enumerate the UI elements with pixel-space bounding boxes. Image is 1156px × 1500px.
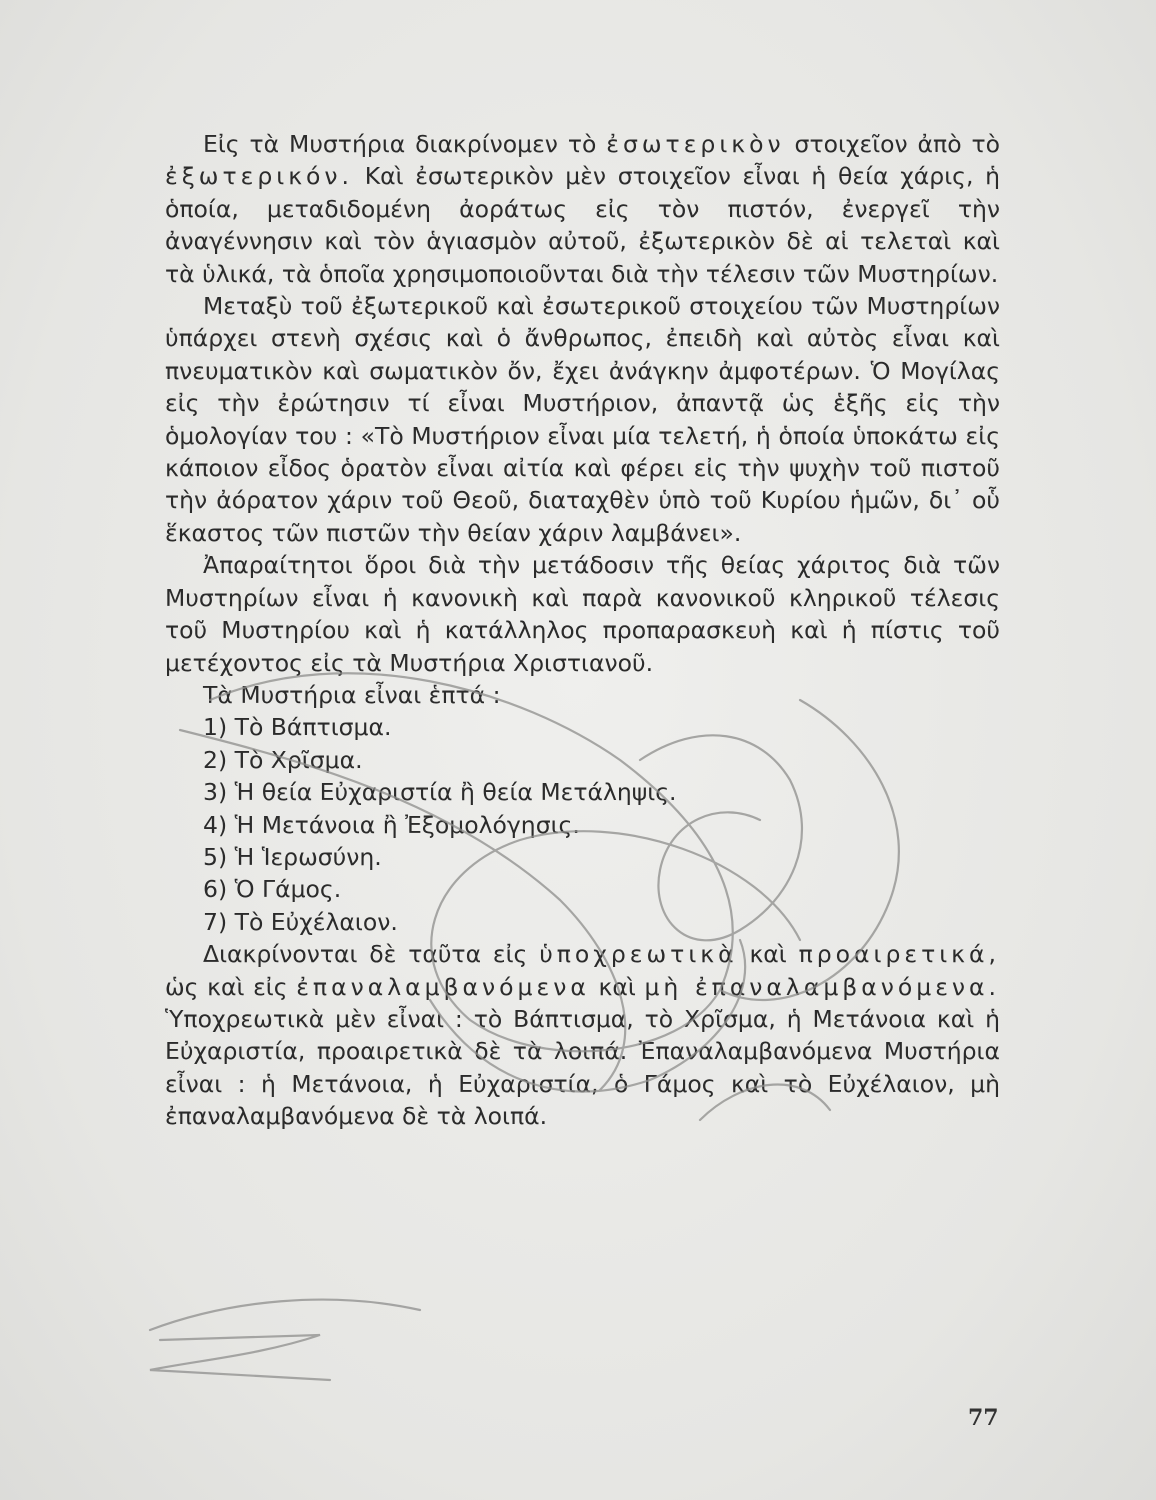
text-run: Καὶ ἐσωτερικὸν μὲν στοιχεῖον εἶναι ἡ θεία χάρις, ἡ ὁποία, μεταδιδομένη ἀοράτως εἰς τὸν πιστόν, ἐνεργεῖ τὴν ἀναγέννησιν καὶ τὸν ἁγιασμὸν αὐτοῦ, ἐξωτερικὸν δὲ αἱ τελεταὶ καὶ τὰ ὑλικά, τὰ ὁποῖα χρησιμοποιοῦνται διὰ τὴν τέλεσιν τῶν Μυστηρίων. <box>165 162 1000 288</box>
spaced-term: ὑποχρεωτικὰ <box>539 940 738 969</box>
list-item: 4) Ἡ Μετάνοια ἢ Ἐξομολόγησις. <box>203 810 580 839</box>
spaced-term: μὴ ἐπαναλαμβανόμενα. <box>644 972 1001 1001</box>
spaced-term: ἐσωτερικὸν <box>606 130 785 158</box>
paragraph-4 <box>165 938 1000 1132</box>
list-item: 6) Ὁ Γάμος. <box>203 875 342 904</box>
list-item: 5) Ἡ Ἱερωσύνη. <box>203 842 382 871</box>
paragraph-2: Μεταξὺ τοῦ ἐξωτερικοῦ καὶ ἐσωτερικοῦ στοιχείου τῶν Μυστηρίων ὑπάρχει στενὴ σχέσις καὶ ὁ ἄνθρωπος, ἐπειδὴ καὶ αὐτὸς εἶναι καὶ πνευματικὸν καὶ σωματικὸν ὄν, ἔχει ἀνάγκην ἀμφοτέρων. Ὁ Μογίλας εἰς τὴν ἐρώτησιν τί εἶναι Μυστήριον, ἀπαντᾷ ὡς ἑξῆς εἰς τὴν ὁμολογίαν του : «Τὸ Μυστήριον εἶναι μία τελετή, ἡ ὁποία ὑποκάτω εἰς κάποιον εἶδος ὁρατὸν εἶναι αἰτία καὶ φέρει εἰς τὴν ψυχὴν τοῦ πιστοῦ τὴν ἀόρατον χάριν τοῦ Θεοῦ, διαταχθὲν ὑπὸ τοῦ Κυρίου ἡμῶν, δι᾿ οὗ ἕκαστος τῶν πιστῶν τὴν θείαν χάριν λαμβάνει». <box>165 292 1000 547</box>
list-item: 3) Ἡ θεία Εὐχαριστία ἢ θεία Μετάληψις. <box>203 778 677 807</box>
paragraph-1 <box>165 128 1000 290</box>
list-item: 1) Τὸ Βάπτισμα. <box>203 713 392 742</box>
body-text <box>165 128 1000 1133</box>
list-item: 7) Τὸ Εὐχέλαιον. <box>203 907 398 936</box>
list-intro: Τὰ Μυστήρια εἶναι ἑπτά : <box>203 680 501 709</box>
sacraments-list <box>165 711 1000 938</box>
spaced-term: προαιρετικά, <box>798 940 1000 969</box>
text-run: Διακρίνονται δὲ ταῦτα εἰς <box>203 940 540 969</box>
list-item: 2) Τὸ Χρῖσμα. <box>203 745 363 774</box>
spaced-term: ἐξωτερικόν. <box>165 162 354 191</box>
paragraph-3: Ἀπαραίτητοι ὅροι διὰ τὴν μετάδοσιν τῆς θείας χάριτος διὰ τῶν Μυστηρίων εἶναι ἡ κανονικὴ καὶ παρὰ κανονικοῦ κληρικοῦ τέλεσις τοῦ Μυστηρίου καὶ ἡ κατάλληλος προπαρασκευὴ καὶ ἡ πίστις τοῦ μετέχοντος εἰς τὰ Μυστήρια Χριστιανοῦ. <box>165 551 1000 677</box>
spaced-term: ἐπαναλαμβανόμενα <box>296 972 590 1001</box>
page-number: 77 <box>968 1405 999 1431</box>
text-run: ὡς καὶ εἰς <box>165 972 297 1001</box>
text-run: καὶ <box>589 972 645 1001</box>
text-run: στοιχεῖον ἀπὸ τὸ <box>784 130 1000 158</box>
text-run: καὶ <box>737 940 799 969</box>
text-run: Ὑποχρεωτικὰ μὲν εἶναι : τὸ Βάπτισμα, τὸ Χρῖσμα, ἡ Μετάνοια καὶ ἡ Εὐχαριστία, προαιρετικὰ δὲ τὰ λοιπά. Ἐπαναλαμβανόμενα Μυστήρια εἶναι : ἡ Μετάνοια, ἡ Εὐχαριστία, ὁ Γάμος καὶ τὸ Εὐχέλαιον, μὴ ἐπαναλαμβανόμενα δὲ τὰ λοιπά. <box>165 1004 1000 1131</box>
text-run: Εἰς τὰ Μυστήρια διακρίνομεν τὸ <box>203 130 607 158</box>
